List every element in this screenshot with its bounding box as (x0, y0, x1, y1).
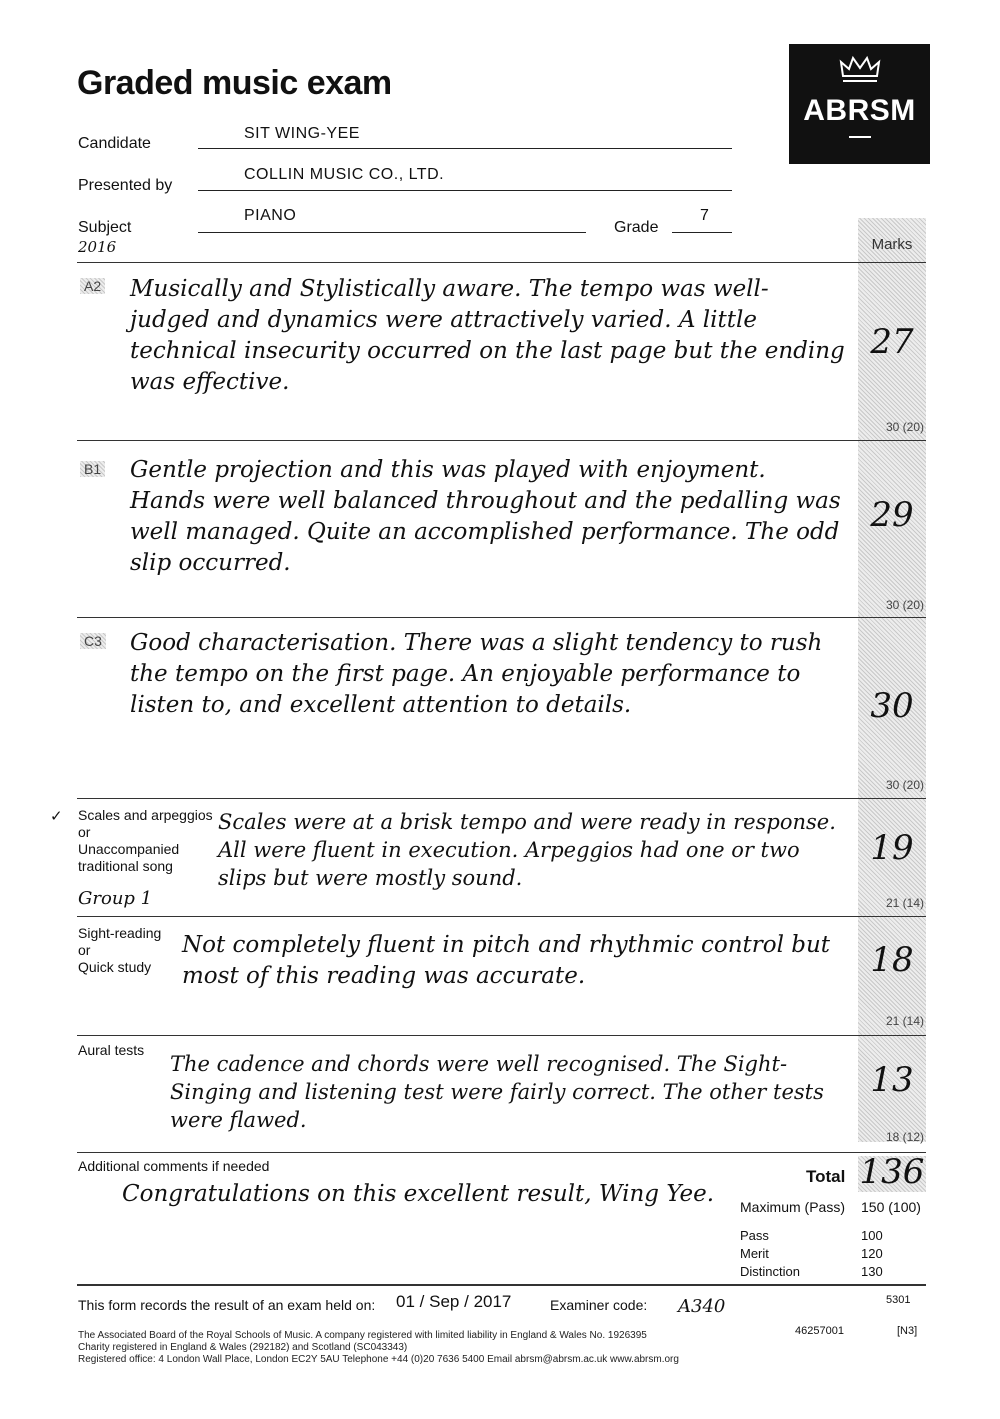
piece-c-score: 30 (870, 686, 914, 726)
logo-rule (849, 136, 871, 138)
piece-a-comment: Musically and Stylistically aware. The tempo was well-judged and dynamics were attractively varied. A little technical insecurity occurred on the last page but the ending was effective. (130, 276, 845, 395)
check-mark: ✓ (50, 808, 63, 825)
footer-divider (77, 1284, 926, 1286)
scales-max: 21 (14) (885, 896, 924, 910)
aural-comment: The cadence and chords were well recognised. The Sight-Singing and listening test were fairly correct. The other tests were flawed. (170, 1052, 824, 1132)
maximum-value: 150 (100) (861, 1199, 921, 1215)
pass-value: 100 (861, 1228, 883, 1243)
scales-comment: Scales were at a brisk tempo and were ready in response. All were fluent in execution. Arpeggios had one or two slips but were mostly sound. (218, 810, 836, 890)
logo-text: ABRSM (803, 94, 916, 127)
scales-label: Scales and arpeggios or Unaccompanied traditional song (78, 807, 213, 874)
crown-icon (839, 54, 881, 84)
exam-year: 2017 (473, 1292, 512, 1311)
additional-comments-label: Additional comments if needed (78, 1158, 270, 1174)
sight-reading-score: 18 (870, 940, 914, 980)
piece-b-max: 30 (20) (885, 598, 924, 612)
piece-a-max: 30 (20) (885, 420, 924, 434)
scales-score: 19 (870, 828, 914, 868)
piece-code: A2 (80, 278, 105, 294)
piece-a-score: 27 (870, 322, 914, 362)
grade-label: Grade (614, 219, 659, 236)
candidate-value: SIT WING-YEE (244, 125, 360, 142)
exam-day: 01 (396, 1292, 415, 1311)
merit-value: 120 (861, 1246, 883, 1261)
aural-max: 18 (12) (885, 1130, 924, 1144)
sight-reading-comment: Not completely fluent in pitch and rhythmic control but most of this reading was accurate. (182, 932, 831, 989)
candidate-label: Candidate (78, 135, 151, 152)
serial-number: 46257001 (795, 1325, 844, 1337)
marks-header: Marks (871, 236, 913, 253)
presented-by-value: COLLIN MUSIC CO., LTD. (244, 166, 445, 183)
scales-group: Group 1 (78, 888, 153, 909)
pass-label: Pass (740, 1228, 769, 1243)
section-divider (77, 262, 926, 263)
distinction-label: Distinction (740, 1264, 800, 1279)
examiner-code-label: Examiner code: (550, 1297, 648, 1313)
candidate-line (198, 148, 732, 149)
aural-label: Aural tests (78, 1042, 145, 1058)
sight-reading-label: Sight-reading or Quick study (78, 925, 162, 975)
merit-label: Merit (740, 1246, 769, 1261)
subject-label: Subject (78, 219, 132, 236)
grade-line (672, 232, 732, 233)
section-divider (77, 1035, 926, 1036)
grade-value: 7 (700, 207, 710, 224)
piece-c-comment: Good characterisation. There was a slight tendency to rush the tempo on the first page. An enjoyable performance to listen to, and excellent attention to details. (130, 630, 823, 718)
total-label: Total (806, 1167, 846, 1186)
aural-score: 13 (870, 1060, 914, 1100)
additional-comments: Congratulations on this excellent result, Wing Yee. (122, 1181, 715, 1207)
examiner-code: A340 (678, 1296, 726, 1317)
section-divider (77, 617, 926, 618)
form-code: 5301 (886, 1294, 911, 1306)
section-divider (77, 440, 926, 441)
piece-code: B1 (80, 461, 105, 477)
subject-line (198, 232, 586, 233)
presented-by-line (198, 190, 732, 191)
section-divider (77, 798, 926, 799)
held-on-label: This form records the result of an exam held on: (78, 1297, 376, 1313)
abrsm-logo (789, 44, 930, 164)
piece-c-max: 30 (20) (885, 778, 924, 792)
distinction-value: 130 (861, 1264, 883, 1279)
subject-value: PIANO (244, 207, 297, 224)
presented-by-label: Presented by (78, 177, 173, 194)
subject-note: 2016 (78, 238, 117, 256)
section-divider (77, 916, 926, 917)
sight-reading-max: 21 (14) (885, 1014, 924, 1028)
maximum-label: Maximum (Pass) (740, 1199, 846, 1215)
piece-b-score: 29 (870, 495, 914, 535)
section-divider (77, 1152, 926, 1153)
piece-b-comment: Gentle projection and this was played with enjoyment. Hands were well balanced throughout and the pedalling was well managed. Quite an accomplished performance. The odd slip occurred. (130, 457, 841, 576)
total-score: 136 (859, 1152, 925, 1192)
region-code: [N3] (897, 1325, 918, 1337)
exam-month: Sep (429, 1292, 460, 1311)
piece-code: C3 (80, 633, 106, 649)
exam-date: 01 / Sep / 2017 (396, 1292, 512, 1311)
form-title: Graded music exam (77, 64, 392, 102)
legal-text: The Associated Board of the Royal Schools of Music. A company registered with limited liability in England & Wales No. 1926395 Charity registered in England & Wales (292182) and Scotland (SC043343) Registered office: 4 London Wall Place, London EC2Y 5AU Telephone +44 (0)20 7636 5400 Email abrsm@abrsm.ac.uk www.abrsm.org (78, 1330, 679, 1365)
